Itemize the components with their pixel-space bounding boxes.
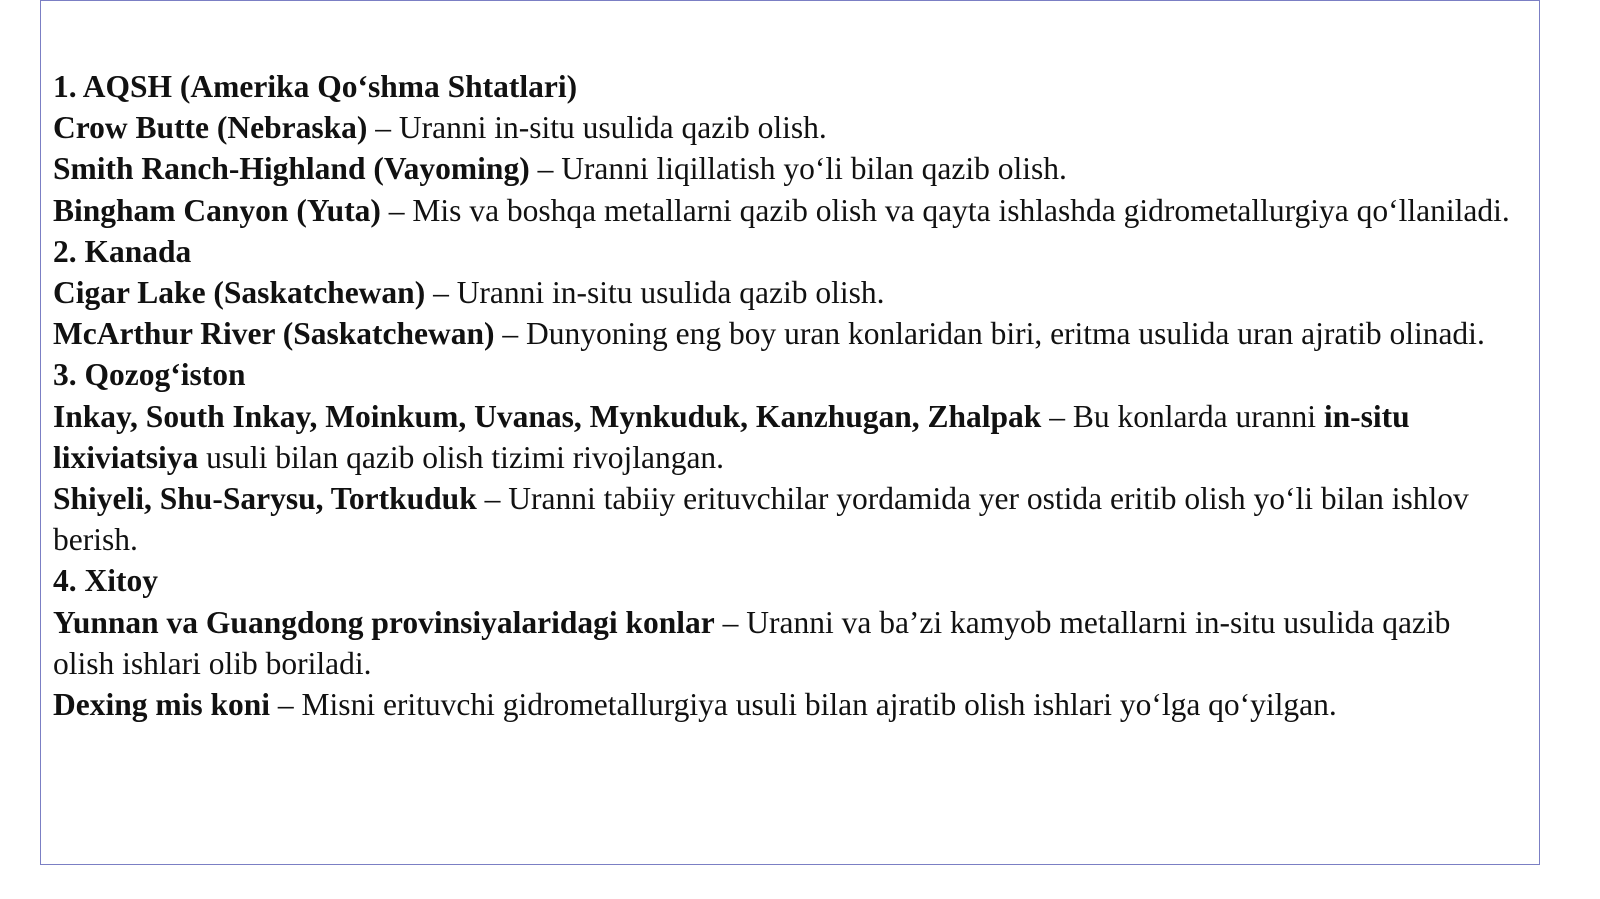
section-heading: 4. Xitoy (53, 563, 158, 599)
item-name: Dexing mis koni (53, 687, 271, 723)
item-name: Smith Ranch-Highland (Vayoming) (53, 151, 530, 187)
item-name: Bingham Canyon (Yuta) (53, 192, 381, 228)
document-frame (40, 0, 1540, 865)
document-body (53, 66, 1518, 725)
item-text: Uranni liqillatish yo‘li bilan qazib olish. (561, 151, 1067, 187)
item-text: Bu konlarda uranni (1072, 398, 1324, 434)
list-item: McArthur River (Saskatchewan) – Dunyoning eng boy uran konlaridan biri, eritma usulida uran ajratib olinadi. (53, 316, 1485, 352)
item-text-bold: in-situ lixiviatsiya (53, 398, 1410, 475)
list-item: Yunnan va Guangdong provinsiyalaridagi konlar – Uranni va ba’zi kamyob metallarni in-situ usulida qazib olish ishlari olib boriladi. (53, 604, 1451, 681)
list-item: Dexing mis koni – Misni erituvchi gidrometallurgiya usuli bilan ajratib olish ishlari yo‘lga qo‘yilgan. (53, 687, 1337, 723)
item-name: Yunnan va Guangdong provinsiyalaridagi konlar (53, 604, 715, 640)
item-name: Shiyeli, Shu-Sarysu, Tortkuduk (53, 481, 477, 517)
list-item: Cigar Lake (Saskatchewan) – Uranni in-situ usulida qazib olish. (53, 275, 885, 311)
item-name: Cigar Lake (Saskatchewan) (53, 275, 426, 311)
section-heading: 3. Qozog‘iston (53, 357, 246, 393)
item-text: Mis va boshqa metallarni qazib olish va qayta ishlashda gidrometallurgiya qo‘llaniladi. (412, 192, 1510, 228)
item-name: McArthur River (Saskatchewan) (53, 316, 495, 352)
list-item: Crow Butte (Nebraska) – Uranni in-situ usulida qazib olish. (53, 110, 827, 146)
item-text: Uranni in-situ usulida qazib olish. (398, 110, 827, 146)
item-text: Dunyoning eng boy uran konlaridan biri, eritma usulida uran ajratib olinadi. (526, 316, 1485, 352)
section-heading: 1. AQSH (Amerika Qo‘shma Shtatlari) (53, 69, 578, 104)
list-item: Shiyeli, Shu-Sarysu, Tortkuduk – Uranni tabiiy erituvchilar yordamida yer ostida eritib olish yo‘li bilan ishlov berish. (53, 481, 1469, 558)
item-name: Inkay, South Inkay, Moinkum, Uvanas, Mynkuduk, Kanzhugan, Zhalpak (53, 398, 1042, 434)
item-name: Crow Butte (Nebraska) (53, 110, 368, 146)
item-text: Misni erituvchi gidrometallurgiya usuli bilan ajratib olish ishlari yo‘lga qo‘yilgan. (301, 687, 1337, 723)
section-heading: 2. Kanada (53, 233, 192, 269)
item-text: Uranni in-situ usulida qazib olish. (456, 275, 885, 311)
item-text: Uranni va ba’zi kamyob metallarni in-situ usulida qazib olish ishlari olib boriladi. (53, 604, 1451, 681)
list-item: Inkay, South Inkay, Moinkum, Uvanas, Mynkuduk, Kanzhugan, Zhalpak – Bu konlarda uranni in-situ lixiviatsiya usuli bilan qazib olish tizimi rivojlangan. (53, 398, 1410, 475)
list-item: Smith Ranch-Highland (Vayoming) – Uranni liqillatish yo‘li bilan qazib olish. (53, 151, 1067, 187)
list-item: Bingham Canyon (Yuta) – Mis va boshqa metallarni qazib olish va qayta ishlashda gidrometallurgiya qo‘llaniladi. (53, 192, 1510, 228)
item-text: Uranni tabiiy erituvchilar yordamida yer ostida eritib olish yo‘li bilan ishlov berish. (53, 481, 1469, 558)
item-text: usuli bilan qazib olish tizimi rivojlangan. (198, 439, 725, 475)
